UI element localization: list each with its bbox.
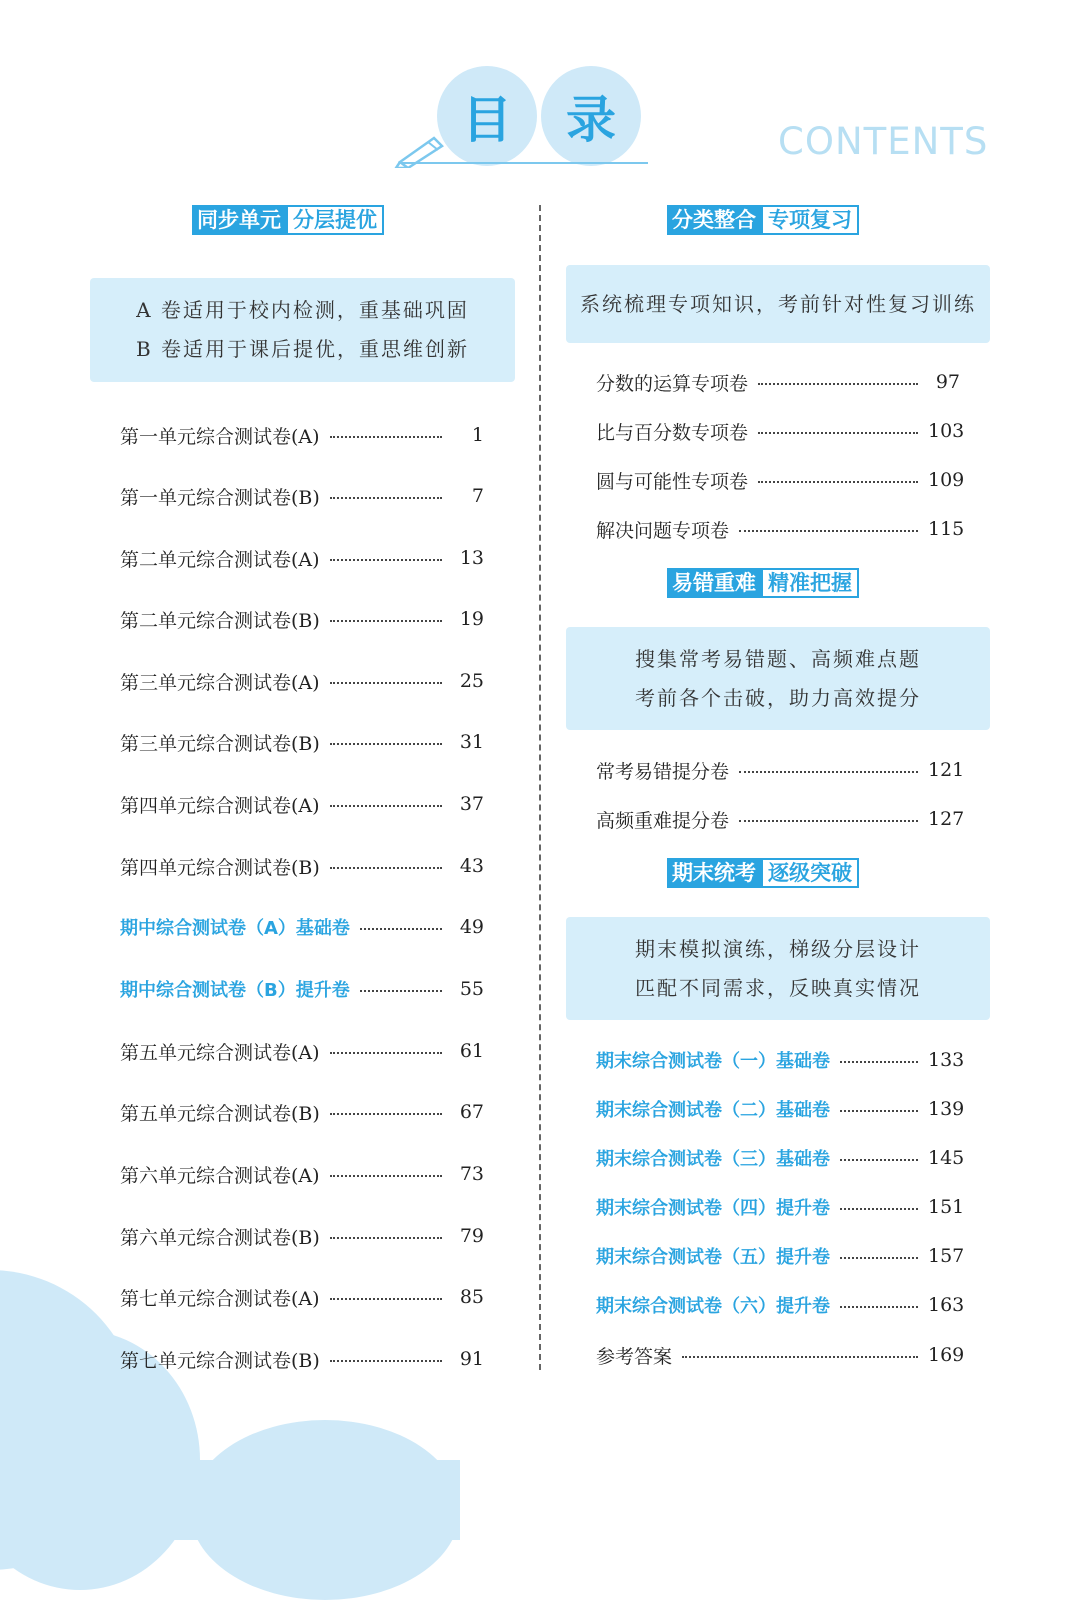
toc-label: 期中综合测试卷（B）提升卷 — [120, 980, 350, 1001]
toc-page: 25 — [459, 670, 484, 692]
leader-dots — [330, 1113, 442, 1115]
badge-part2: 精准把握 — [761, 568, 859, 598]
toc-page: 37 — [459, 793, 484, 815]
toc-page: 1 — [471, 424, 484, 446]
toc-label: 第六单元综合测试卷(B) — [120, 1226, 320, 1249]
info-line: 搜集常考易错题、高频难点题 — [635, 646, 921, 671]
toc-item[interactable] — [120, 604, 484, 634]
toc-page: 97 — [935, 371, 960, 393]
toc-label: 分数的运算专项卷 — [596, 372, 749, 395]
toc-label: 第一单元综合测试卷(A) — [120, 425, 320, 448]
toc-item-highlight[interactable] — [596, 1143, 965, 1173]
toc-page: 7 — [471, 485, 484, 507]
toc-item[interactable] — [120, 420, 484, 450]
toc-page: 157 — [928, 1245, 965, 1267]
toc-item[interactable] — [120, 1282, 484, 1312]
toc-label: 第七单元综合测试卷(A) — [120, 1287, 320, 1310]
title-underline — [400, 162, 648, 164]
toc-page: 103 — [928, 420, 965, 442]
toc-item-highlight[interactable] — [120, 912, 484, 942]
toc-label: 第一单元综合测试卷(B) — [120, 486, 320, 509]
leader-dots — [758, 383, 918, 385]
toc-item[interactable] — [120, 1221, 484, 1251]
toc-item-highlight[interactable] — [596, 1241, 965, 1271]
toc-item[interactable] — [596, 804, 965, 834]
leader-dots — [330, 1360, 442, 1362]
toc-page: 67 — [459, 1101, 484, 1123]
title-char-1: 目 — [437, 66, 537, 166]
toc-item[interactable] — [596, 755, 965, 785]
toc-item[interactable] — [120, 1344, 484, 1374]
info-box-left — [90, 278, 515, 382]
section-badge-special — [667, 205, 859, 235]
toc-item[interactable] — [120, 666, 484, 696]
toc-label: 比与百分数专项卷 — [596, 421, 749, 444]
leader-dots — [330, 1052, 442, 1054]
toc-page: 109 — [928, 469, 965, 491]
toc-label: 常考易错提分卷 — [596, 760, 730, 783]
toc-item-highlight[interactable] — [120, 974, 484, 1004]
toc-page: 139 — [928, 1098, 965, 1120]
toc-label: 期末综合测试卷（五）提升卷 — [596, 1247, 830, 1268]
toc-page: 43 — [459, 855, 484, 877]
info-box-difficult — [566, 627, 990, 730]
title-char-2: 录 — [541, 66, 641, 166]
toc-page: 121 — [928, 759, 965, 781]
cloud-decoration — [0, 1460, 460, 1540]
info-line: A 卷适用于校内检测，重基础巩固 — [136, 298, 469, 322]
toc-item[interactable] — [120, 851, 484, 881]
badge-part2: 专项复习 — [761, 205, 859, 235]
leader-dots — [330, 620, 442, 622]
toc-label: 第四单元综合测试卷(B) — [120, 856, 320, 879]
toc-label: 高频重难提分卷 — [596, 809, 730, 832]
leader-dots — [840, 1110, 918, 1112]
toc-label: 期末综合测试卷（四）提升卷 — [596, 1198, 830, 1219]
toc-page: 133 — [928, 1049, 965, 1071]
toc-label: 第三单元综合测试卷(B) — [120, 732, 320, 755]
toc-item[interactable] — [120, 1036, 484, 1066]
toc-page: 91 — [459, 1348, 484, 1370]
toc-label: 第三单元综合测试卷(A) — [120, 671, 320, 694]
toc-page: 73 — [459, 1163, 484, 1185]
toc-page: 163 — [928, 1294, 965, 1316]
toc-item-highlight[interactable] — [596, 1192, 965, 1222]
toc-label: 第六单元综合测试卷(A) — [120, 1164, 320, 1187]
leader-dots — [739, 771, 918, 773]
toc-item[interactable] — [120, 1097, 484, 1127]
toc-page: 61 — [459, 1040, 484, 1062]
info-line: 期末模拟演练，梯级分层设计 — [635, 936, 921, 961]
toc-page: 169 — [928, 1344, 965, 1366]
toc-label: 期中综合测试卷（A）基础卷 — [120, 918, 350, 939]
toc-label: 解决问题专项卷 — [596, 519, 730, 542]
toc-label: 第二单元综合测试卷(B) — [120, 609, 320, 632]
toc-page: 145 — [928, 1147, 965, 1169]
badge-part2: 逐级突破 — [761, 858, 859, 888]
toc-label: 期末综合测试卷（二）基础卷 — [596, 1100, 830, 1121]
toc-item[interactable] — [596, 367, 960, 397]
info-line: 系统梳理专项知识，考前针对性复习训练 — [580, 291, 976, 316]
column-divider — [539, 205, 541, 1370]
leader-dots — [330, 559, 442, 561]
leader-dots — [330, 436, 442, 438]
leader-dots — [758, 432, 918, 434]
toc-page: 79 — [459, 1225, 484, 1247]
toc-item[interactable] — [596, 465, 965, 495]
toc-page: 127 — [928, 808, 965, 830]
toc-label: 第二单元综合测试卷(A) — [120, 548, 320, 571]
leader-dots — [682, 1356, 918, 1358]
toc-page: 85 — [459, 1286, 484, 1308]
toc-item[interactable] — [596, 514, 965, 544]
leader-dots — [840, 1061, 918, 1063]
leader-dots — [330, 1175, 442, 1177]
toc-label: 圆与可能性专项卷 — [596, 470, 749, 493]
toc-label: 第四单元综合测试卷(A) — [120, 794, 320, 817]
contents-label: CONTENTS — [778, 120, 989, 163]
toc-page: 19 — [459, 608, 484, 630]
badge-part2: 分层提优 — [286, 205, 384, 235]
leader-dots — [840, 1159, 918, 1161]
info-box-final — [566, 917, 990, 1020]
info-line: 匹配不同需求，反映真实情况 — [635, 975, 921, 1000]
toc-label: 期末综合测试卷（一）基础卷 — [596, 1051, 830, 1072]
toc-item[interactable] — [120, 1159, 484, 1189]
info-line: B 卷适用于课后提优，重思维创新 — [135, 337, 470, 361]
toc-label: 第七单元综合测试卷(B) — [120, 1349, 320, 1372]
toc-label: 第五单元综合测试卷(A) — [120, 1041, 320, 1064]
toc-label: 期末综合测试卷（六）提升卷 — [596, 1296, 830, 1317]
toc-page: 151 — [928, 1196, 965, 1218]
leader-dots — [330, 743, 442, 745]
toc-item-highlight[interactable] — [596, 1290, 965, 1320]
info-box-special — [566, 265, 990, 343]
leader-dots — [330, 497, 442, 499]
toc-item-highlight[interactable] — [596, 1045, 965, 1075]
leader-dots — [739, 820, 918, 822]
toc-item[interactable] — [120, 481, 484, 511]
leader-dots — [330, 867, 442, 869]
leader-dots — [330, 1237, 442, 1239]
badge-part1: 同步单元 — [192, 205, 286, 235]
section-badge-difficult — [667, 568, 859, 598]
leader-dots — [330, 805, 442, 807]
toc-item[interactable] — [120, 727, 484, 757]
toc-label: 第五单元综合测试卷(B) — [120, 1102, 320, 1125]
badge-part1: 易错重难 — [667, 568, 761, 598]
toc-label: 期末综合测试卷（三）基础卷 — [596, 1149, 830, 1170]
leader-dots — [840, 1257, 918, 1259]
leader-dots — [739, 530, 918, 532]
leader-dots — [840, 1208, 918, 1210]
toc-page: 49 — [459, 916, 484, 938]
toc-item[interactable] — [120, 789, 484, 819]
toc-page: 115 — [928, 518, 965, 540]
toc-page: 55 — [459, 978, 484, 1000]
section-badge-final — [667, 858, 859, 888]
leader-dots — [360, 990, 442, 992]
toc-item[interactable] — [596, 416, 965, 446]
leader-dots — [840, 1306, 918, 1308]
info-line: 考前各个击破，助力高效提分 — [635, 685, 921, 710]
toc-page: 31 — [459, 731, 484, 753]
leader-dots — [360, 928, 442, 930]
leader-dots — [758, 481, 918, 483]
toc-item[interactable] — [120, 543, 484, 573]
toc-page: 13 — [459, 547, 484, 569]
badge-part1: 分类整合 — [667, 205, 761, 235]
leader-dots — [330, 682, 442, 684]
toc-item[interactable] — [596, 1340, 965, 1370]
badge-part1: 期末统考 — [667, 858, 761, 888]
toc-item-highlight[interactable] — [596, 1094, 965, 1124]
leader-dots — [330, 1298, 442, 1300]
toc-label: 参考答案 — [596, 1345, 673, 1368]
section-badge-sync — [192, 205, 384, 235]
